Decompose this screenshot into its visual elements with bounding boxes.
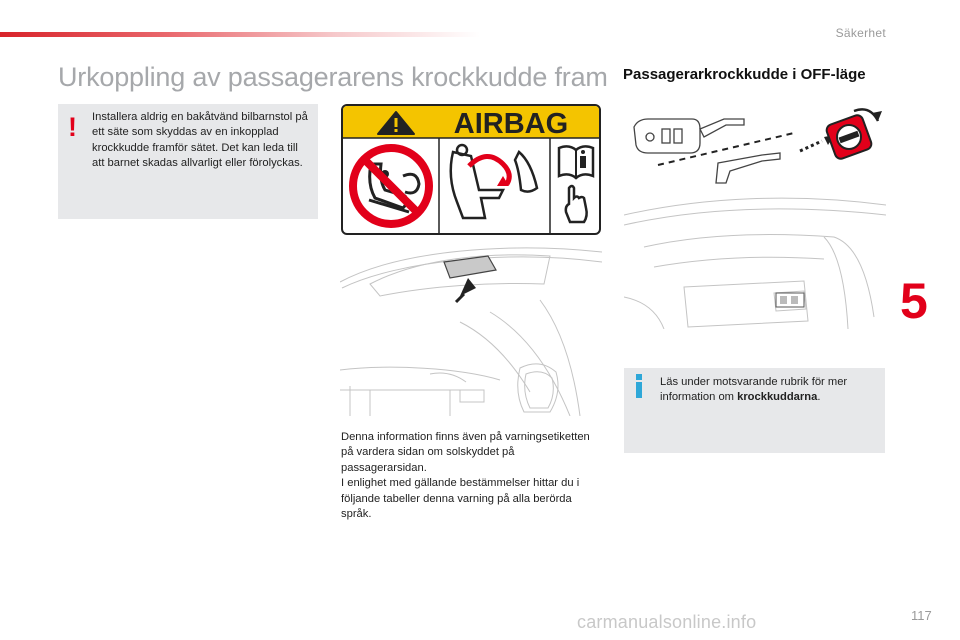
chapter-number: 5 [900,273,928,329]
airbag-switch-illustration [624,97,886,329]
watermark: carmanualsonline.info [577,612,757,632]
airbag-warning-label [341,104,601,235]
regulation-paragraph: I enlighet med gällande bestämmelser hittar du i följande tabeller denna varning på alla berörda språk. [341,477,580,521]
warning-exclamation-icon: ! [68,112,77,142]
info-text-prefix: Läs under motsvarande rubrik för mer information om [660,376,848,404]
info-text-suffix: . [817,391,821,404]
airbag-switch-knob-icon [825,114,873,161]
page-title: Urkoppling av passagerarens krockkudde fram [58,62,608,92]
no-rear-facing-child-seat-icon [353,148,429,224]
sun-visor-illustration [340,240,602,416]
right-section-title: Passagerarkrockkudde i OFF-läge [623,66,866,83]
section-label: Säkerhet [835,26,886,40]
page-number: 117 [911,608,932,623]
label-location-text [341,430,603,522]
info-text [660,375,875,406]
top-accent-bar [0,32,480,37]
airbag-word: AIRBAG [453,108,569,140]
info-text-keyword: krockkuddarna [737,391,818,404]
info-icon [633,373,645,399]
warning-box [58,104,318,219]
info-box [624,368,885,453]
label-location-paragraph: Denna information finns även på varningsetiketten på vardera sidan om solskyddet på passagerarsidan. [341,431,590,474]
warning-text: Installera aldrig en bakåtvänd bilbarnstol på ett säte som skyddas av en inkopplad krockkudde framför sätet. Det kan leda till att barnet skadas allvarligt eller förolyckas. [92,111,308,169]
